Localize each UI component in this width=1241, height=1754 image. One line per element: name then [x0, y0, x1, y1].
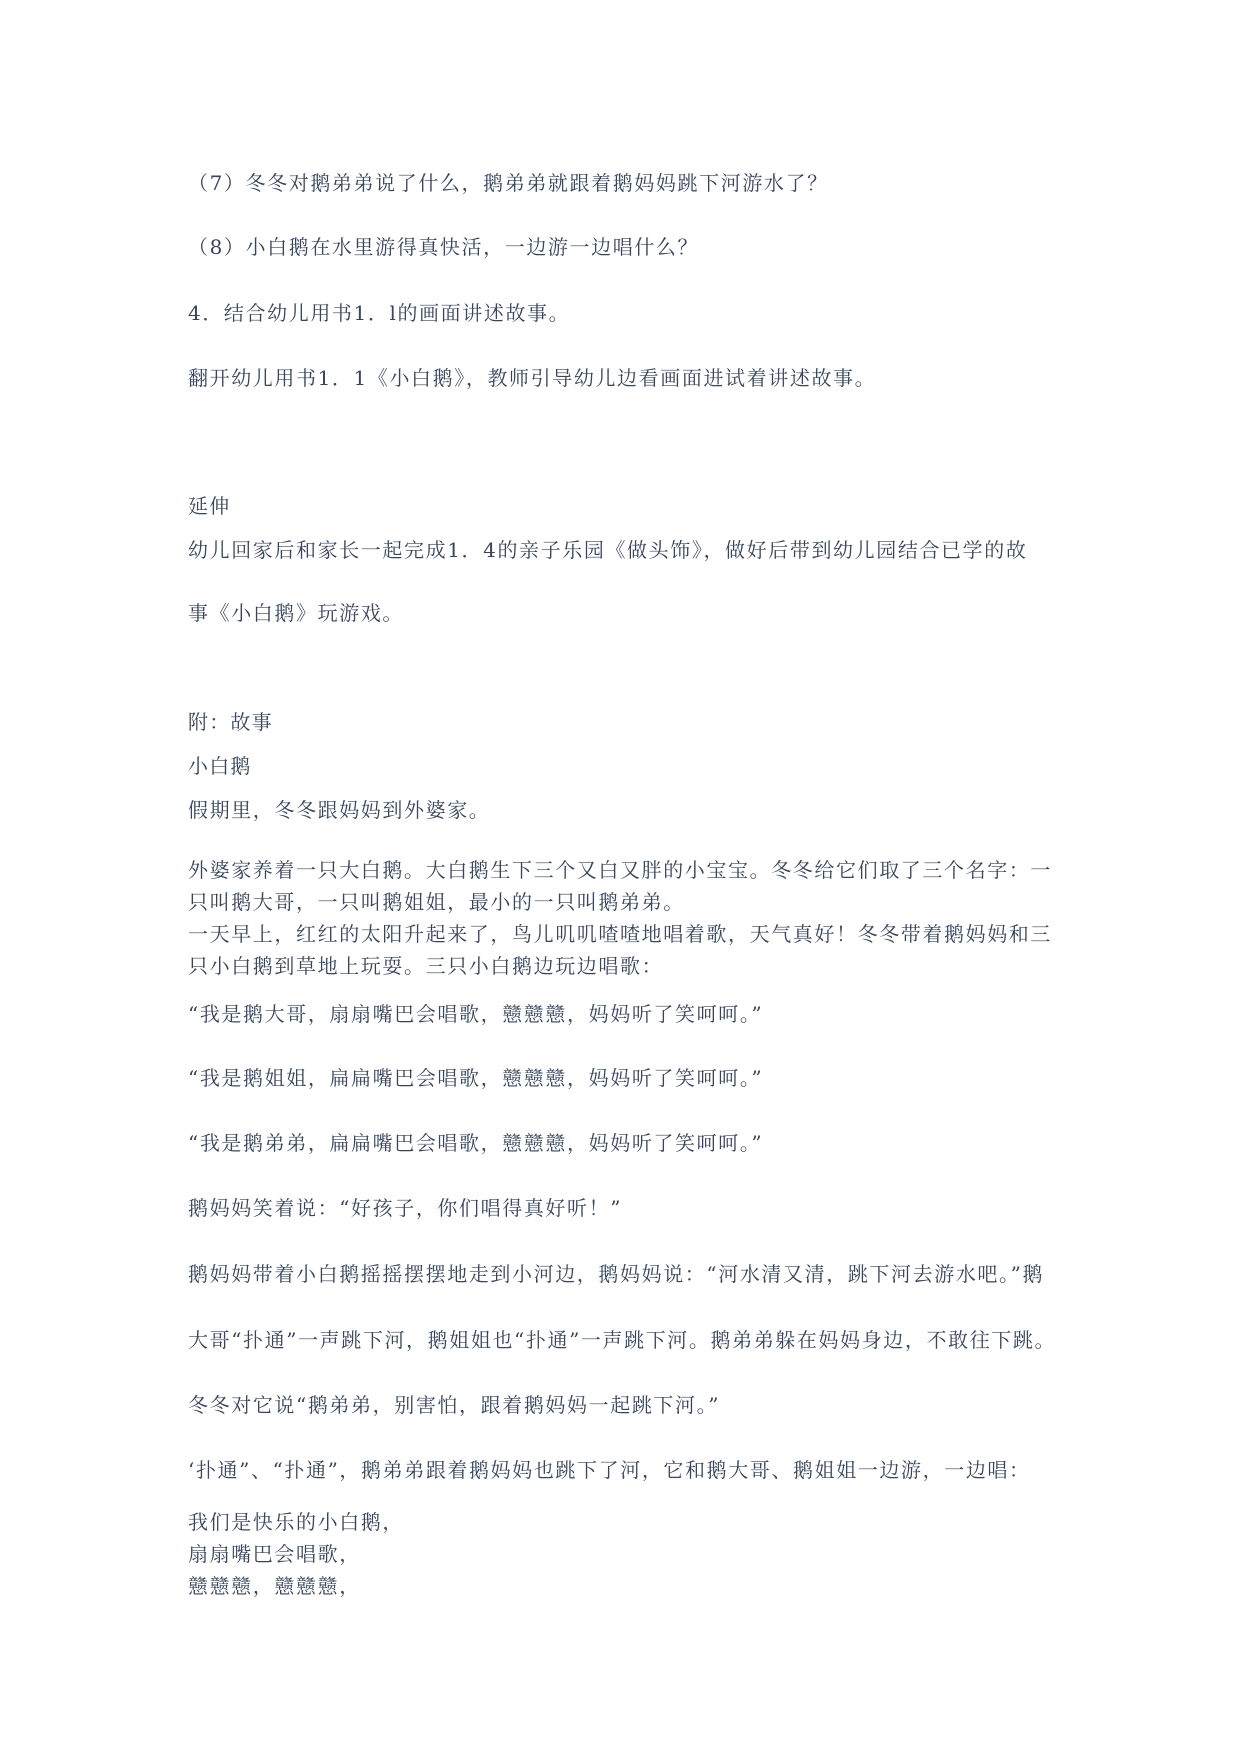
step4-title: 4．结合幼儿用书1．l的画面讲述故事。: [188, 301, 571, 325]
story-paragraph: 大哥“扑通”一声跳下河，鹅姐姐也“扑通”一声跳下河。鹅弟弟躲在妈妈身边，不敢往下跳。: [188, 1328, 1057, 1352]
story-paragraph: 鹅妈妈带着小白鹅摇摇摆摆地走到小河边，鹅妈妈说：“河水清又清，跳下河去游水吧。”鹅: [188, 1262, 1045, 1286]
extension-heading: 延伸: [188, 494, 231, 518]
story-verse-line: 戆戆戆，戆戆戆，: [188, 1574, 361, 1598]
story-song-line: “我是鹅大哥，扇扇嘴巴会唱歌，戆戆戆，妈妈听了笑呵呵。”: [188, 1002, 764, 1026]
story-paragraph: 只小白鹅到草地上玩耍。三只小白鹅边玩边唱歌：: [188, 954, 664, 978]
story-paragraph: 只叫鹅大哥，一只叫鹅姐姐，最小的一只叫鹅弟弟。: [188, 890, 685, 914]
extension-text-line1: 幼儿回家后和家长一起完成1．4的亲子乐园《做头饰》，做好后带到幼儿园结合已学的故: [188, 538, 1028, 562]
story-verse-line: 我们是快乐的小白鹅，: [188, 1510, 404, 1534]
story-song-line: “我是鹅姐姐，扁扁嘴巴会唱歌，戆戆戆，妈妈听了笑呵呵。”: [188, 1066, 764, 1090]
question-7: （7）冬冬对鹅弟弟说了什么，鹅弟弟就跟着鹅妈妈跳下河游水了？: [188, 171, 829, 195]
story-paragraph: 一天早上，红红的太阳升起来了，鸟儿叽叽喳喳地唱着歌，天气真好！冬冬带着鹅妈妈和三: [188, 922, 1052, 946]
appendix-label: 附：故事: [188, 710, 273, 734]
question-8: （8）小白鹅在水里游得真快活，一边游一边唱什么？: [188, 235, 700, 259]
story-paragraph: 鹅妈妈笑着说：“好孩子，你们唱得真好听！”: [188, 1196, 623, 1220]
story-verse-line: 扇扇嘴巴会唱歌，: [188, 1542, 361, 1566]
story-paragraph: 假期里，冬冬跟妈妈到外婆家。: [188, 798, 491, 822]
story-paragraph: 冬冬对它说“鹅弟弟，别害怕，跟着鹅妈妈一起跳下河。”: [188, 1393, 721, 1417]
story-paragraph: ‘扑通”、“扑通”，鹅弟弟跟着鹅妈妈也跳下了河，它和鹅大哥、鹅姐姐一边游，一边唱：: [188, 1458, 1031, 1482]
story-song-line: “我是鹅弟弟，扁扁嘴巴会唱歌，戆戆戆，妈妈听了笑呵呵。”: [188, 1131, 764, 1155]
story-title: 小白鹅: [188, 754, 252, 778]
extension-text-line2: 事《小白鹅》玩游戏。: [188, 601, 404, 625]
story-paragraph: 外婆家养着一只大白鹅。大白鹅生下三个又白又胖的小宝宝。冬冬给它们取了三个名字：一: [188, 858, 1052, 882]
step4-text: 翻开幼儿用书1．1《小白鹅》，教师引导幼儿边看画面进试着讲述故事。: [188, 366, 877, 390]
